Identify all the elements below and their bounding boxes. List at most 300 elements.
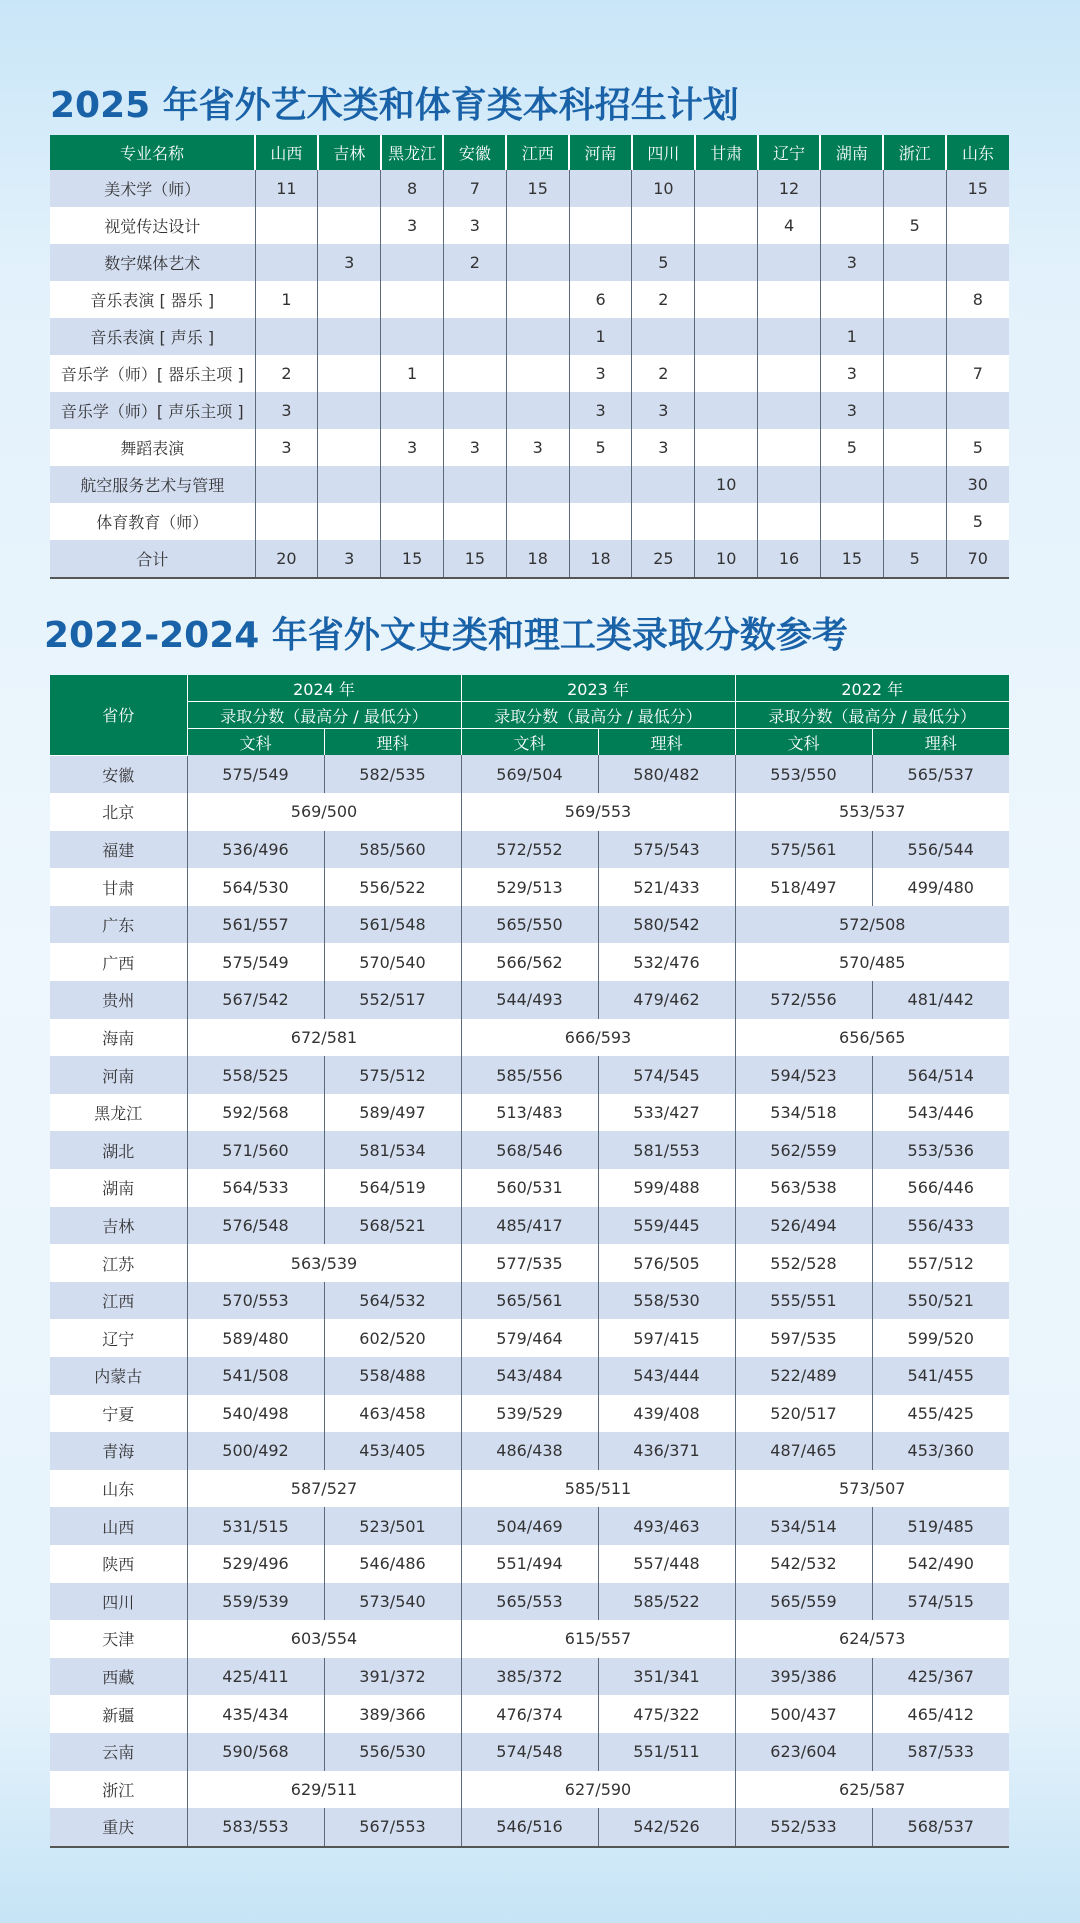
table-row (50, 392, 1009, 429)
score-cell: 623/604 (735, 1733, 872, 1771)
quota-cell (443, 355, 506, 392)
score-cell: 564/530 (187, 868, 324, 906)
quota-cell (381, 466, 444, 503)
score-cell: 389/366 (324, 1695, 461, 1733)
table-row (50, 1733, 1009, 1771)
province-header: 浙江 (883, 135, 946, 170)
plan-title: 2025 年省外艺术类和体育类本科招生计划 (50, 85, 739, 126)
year-header: 2022 年 (735, 675, 1009, 702)
quota-cell: 3 (443, 429, 506, 466)
province-cell: 天津 (50, 1620, 187, 1658)
quota-cell (318, 318, 381, 355)
table-row (50, 1507, 1009, 1545)
score-cell: 585/522 (598, 1583, 735, 1621)
quota-cell (946, 392, 1009, 429)
score-cell: 453/405 (324, 1432, 461, 1470)
province-header: 山东 (946, 135, 1009, 170)
score-cell: 425/411 (187, 1658, 324, 1696)
province-cell: 辽宁 (50, 1319, 187, 1357)
quota-cell (946, 244, 1009, 281)
quota-cell (883, 170, 946, 207)
quota-cell: 30 (946, 466, 1009, 503)
score-cell: 500/492 (187, 1432, 324, 1470)
score-cell: 542/526 (598, 1808, 735, 1847)
score-cell: 567/553 (324, 1808, 461, 1847)
quota-cell (758, 429, 821, 466)
quota-cell (318, 429, 381, 466)
quota-cell: 1 (255, 281, 318, 318)
score-cell: 575/549 (187, 943, 324, 981)
score-cell: 566/446 (872, 1169, 1009, 1207)
quota-cell: 1 (569, 318, 632, 355)
score-cell: 552/533 (735, 1808, 872, 1847)
score-cell: 539/529 (461, 1395, 598, 1433)
wen-header: 文科 (461, 729, 598, 756)
score-cell: 558/488 (324, 1357, 461, 1395)
province-cell: 重庆 (50, 1808, 187, 1847)
score-cell: 583/553 (187, 1808, 324, 1847)
score-cell: 585/560 (324, 831, 461, 869)
quota-cell: 3 (820, 355, 883, 392)
quota-cell: 7 (946, 355, 1009, 392)
quota-cell: 3 (569, 355, 632, 392)
plan-table (50, 135, 1009, 579)
quota-cell: 12 (758, 170, 821, 207)
score-cell: 526/494 (735, 1207, 872, 1245)
score-cell: 576/548 (187, 1207, 324, 1245)
quota-cell: 10 (632, 170, 695, 207)
table-row (50, 466, 1009, 503)
quota-cell (695, 318, 758, 355)
score-cell: 486/438 (461, 1432, 598, 1470)
quota-cell: 4 (758, 207, 821, 244)
quota-cell (695, 503, 758, 540)
score-cell: 546/516 (461, 1808, 598, 1847)
quota-cell (569, 207, 632, 244)
quota-cell (255, 466, 318, 503)
score-cell: 556/522 (324, 868, 461, 906)
score-cell-combined: 569/500 (187, 793, 461, 831)
table-row (50, 831, 1009, 869)
score-cell: 385/372 (461, 1658, 598, 1696)
score-cell: 564/532 (324, 1282, 461, 1320)
province-cell: 广东 (50, 906, 187, 944)
quota-cell: 3 (318, 540, 381, 578)
score-cell: 594/523 (735, 1056, 872, 1094)
table-row (50, 1583, 1009, 1621)
score-cell: 557/512 (872, 1244, 1009, 1282)
quota-cell (381, 392, 444, 429)
province-cell: 河南 (50, 1056, 187, 1094)
province-header: 山西 (255, 135, 318, 170)
score-cell-combined: 656/565 (735, 1019, 1009, 1057)
quota-cell (569, 503, 632, 540)
quota-cell (506, 503, 569, 540)
quota-cell (695, 244, 758, 281)
quota-cell: 5 (883, 207, 946, 244)
province-cell: 四川 (50, 1583, 187, 1621)
score-cell: 581/534 (324, 1131, 461, 1169)
score-cell: 455/425 (872, 1395, 1009, 1433)
score-cell: 351/341 (598, 1658, 735, 1696)
table-row (50, 1244, 1009, 1282)
quota-cell (318, 503, 381, 540)
quota-cell (695, 207, 758, 244)
li-header: 理科 (324, 729, 461, 756)
score-cell: 520/517 (735, 1395, 872, 1433)
score-cell: 436/371 (598, 1432, 735, 1470)
score-cell-combined: 629/511 (187, 1771, 461, 1809)
table-row (50, 540, 1009, 578)
quota-cell (632, 466, 695, 503)
table-row (50, 1808, 1009, 1847)
province-header: 江西 (506, 135, 569, 170)
score-cell-combined: 572/508 (735, 906, 1009, 944)
scores-title: 2022-2024 年省外文史类和理工类录取分数参考 (44, 615, 848, 656)
province-header: 吉林 (318, 135, 381, 170)
score-cell: 542/532 (735, 1545, 872, 1583)
score-cell: 529/513 (461, 868, 598, 906)
quota-cell: 15 (381, 540, 444, 578)
quota-cell: 2 (632, 355, 695, 392)
score-cell: 481/442 (872, 981, 1009, 1019)
score-cell: 542/490 (872, 1545, 1009, 1583)
quota-cell: 2 (255, 355, 318, 392)
quota-cell: 18 (569, 540, 632, 578)
score-cell: 541/455 (872, 1357, 1009, 1395)
score-cell: 504/469 (461, 1507, 598, 1545)
score-cell: 557/448 (598, 1545, 735, 1583)
quota-cell: 10 (695, 540, 758, 578)
score-cell: 553/536 (872, 1131, 1009, 1169)
score-cell: 534/518 (735, 1094, 872, 1132)
score-cell: 500/437 (735, 1695, 872, 1733)
score-cell: 568/537 (872, 1808, 1009, 1847)
quota-cell (758, 392, 821, 429)
score-cell: 556/530 (324, 1733, 461, 1771)
quota-cell (883, 318, 946, 355)
quota-cell: 5 (569, 429, 632, 466)
score-cell: 589/480 (187, 1319, 324, 1357)
score-cell: 551/511 (598, 1733, 735, 1771)
province-header: 省份 (50, 675, 187, 755)
plan-header-row (50, 135, 1009, 170)
score-cell: 580/482 (598, 755, 735, 793)
score-cell: 521/433 (598, 868, 735, 906)
score-cell: 561/557 (187, 906, 324, 944)
province-cell: 甘肃 (50, 868, 187, 906)
quota-cell (506, 355, 569, 392)
province-cell: 内蒙古 (50, 1357, 187, 1395)
quota-cell (318, 355, 381, 392)
score-cell-combined: 553/537 (735, 793, 1009, 831)
table-row (50, 318, 1009, 355)
quota-cell (318, 207, 381, 244)
li-header: 理科 (872, 729, 1009, 756)
score-cell: 571/560 (187, 1131, 324, 1169)
score-cell-combined: 666/593 (461, 1019, 735, 1057)
quota-cell (569, 466, 632, 503)
score-cell: 552/528 (735, 1244, 872, 1282)
major-name-cell: 体育教育（师） (50, 503, 255, 540)
province-cell: 海南 (50, 1019, 187, 1057)
province-cell: 宁夏 (50, 1395, 187, 1433)
score-cell: 579/464 (461, 1319, 598, 1357)
quota-cell: 15 (946, 170, 1009, 207)
table-row (50, 1771, 1009, 1809)
score-cell: 543/446 (872, 1094, 1009, 1132)
quota-cell (883, 244, 946, 281)
score-cell-combined: 569/553 (461, 793, 735, 831)
quota-cell (758, 503, 821, 540)
major-name-cell: 航空服务艺术与管理 (50, 466, 255, 503)
quota-cell (695, 355, 758, 392)
quota-cell (443, 392, 506, 429)
quota-cell (758, 355, 821, 392)
quota-cell (820, 207, 883, 244)
table-row (50, 1019, 1009, 1057)
major-name-cell: 美术学（师） (50, 170, 255, 207)
quota-cell (883, 355, 946, 392)
table-row (50, 244, 1009, 281)
score-cell: 581/553 (598, 1131, 735, 1169)
quota-cell (883, 466, 946, 503)
score-cell: 519/485 (872, 1507, 1009, 1545)
score-cell: 570/540 (324, 943, 461, 981)
quota-cell (318, 281, 381, 318)
score-cell: 562/559 (735, 1131, 872, 1169)
score-cell: 568/521 (324, 1207, 461, 1245)
quota-cell (820, 466, 883, 503)
score-cell: 487/465 (735, 1432, 872, 1470)
quota-cell (758, 318, 821, 355)
score-cell: 558/525 (187, 1056, 324, 1094)
province-cell: 新疆 (50, 1695, 187, 1733)
province-cell: 浙江 (50, 1771, 187, 1809)
quota-cell: 15 (443, 540, 506, 578)
table-row (50, 1695, 1009, 1733)
quota-cell (820, 281, 883, 318)
score-cell: 556/544 (872, 831, 1009, 869)
quota-cell (695, 170, 758, 207)
quota-cell (506, 318, 569, 355)
table-row (50, 906, 1009, 944)
quota-cell: 5 (883, 540, 946, 578)
major-name-header: 专业名称 (50, 135, 255, 170)
quota-cell (381, 318, 444, 355)
major-name-cell: 舞蹈表演 (50, 429, 255, 466)
quota-cell: 3 (632, 392, 695, 429)
score-cell: 453/360 (872, 1432, 1009, 1470)
score-cell: 556/433 (872, 1207, 1009, 1245)
score-cell: 543/484 (461, 1357, 598, 1395)
score-cell: 529/496 (187, 1545, 324, 1583)
score-cell-combined: 570/485 (735, 943, 1009, 981)
score-cell: 435/434 (187, 1695, 324, 1733)
major-name-cell: 音乐学（师）[ 器乐主项 ] (50, 355, 255, 392)
province-cell: 广西 (50, 943, 187, 981)
wen-header: 文科 (735, 729, 872, 756)
province-header: 安徽 (443, 135, 506, 170)
major-name-cell: 音乐学（师）[ 声乐主项 ] (50, 392, 255, 429)
table-row (50, 1432, 1009, 1470)
quota-cell (632, 318, 695, 355)
quota-cell: 5 (820, 429, 883, 466)
province-cell: 安徽 (50, 755, 187, 793)
quota-cell: 3 (255, 392, 318, 429)
score-cell: 590/568 (187, 1733, 324, 1771)
quota-cell: 3 (820, 244, 883, 281)
score-label-header: 录取分数（最高分 / 最低分） (735, 702, 1009, 729)
score-cell: 573/540 (324, 1583, 461, 1621)
score-cell: 599/520 (872, 1319, 1009, 1357)
score-cell: 574/515 (872, 1583, 1009, 1621)
table-row (50, 1357, 1009, 1395)
score-cell: 563/538 (735, 1169, 872, 1207)
province-cell: 贵州 (50, 981, 187, 1019)
score-cell: 439/408 (598, 1395, 735, 1433)
li-header: 理科 (598, 729, 735, 756)
score-cell: 523/501 (324, 1507, 461, 1545)
score-cell-combined: 603/554 (187, 1620, 461, 1658)
province-header: 辽宁 (758, 135, 821, 170)
quota-cell: 20 (255, 540, 318, 578)
score-cell: 570/553 (187, 1282, 324, 1320)
score-cell: 574/545 (598, 1056, 735, 1094)
table-row (50, 355, 1009, 392)
quota-cell: 7 (443, 170, 506, 207)
quota-cell (758, 281, 821, 318)
quota-cell (318, 170, 381, 207)
score-cell: 564/533 (187, 1169, 324, 1207)
table-row (50, 1169, 1009, 1207)
table-row (50, 1620, 1009, 1658)
quota-cell (946, 207, 1009, 244)
score-cell: 565/559 (735, 1583, 872, 1621)
score-cell: 555/551 (735, 1282, 872, 1320)
table-row (50, 503, 1009, 540)
score-cell: 559/445 (598, 1207, 735, 1245)
score-cell: 576/505 (598, 1244, 735, 1282)
score-cell-combined: 625/587 (735, 1771, 1009, 1809)
quota-cell (506, 281, 569, 318)
table-row (50, 1056, 1009, 1094)
quota-cell: 8 (946, 281, 1009, 318)
table-row (50, 868, 1009, 906)
score-cell: 522/489 (735, 1357, 872, 1395)
quota-cell: 18 (506, 540, 569, 578)
score-cell: 541/508 (187, 1357, 324, 1395)
score-cell: 574/548 (461, 1733, 598, 1771)
score-cell-combined: 573/507 (735, 1470, 1009, 1508)
province-header: 湖南 (820, 135, 883, 170)
quota-cell (758, 244, 821, 281)
province-cell: 云南 (50, 1733, 187, 1771)
quota-cell (506, 466, 569, 503)
province-cell: 江苏 (50, 1244, 187, 1282)
quota-cell (255, 244, 318, 281)
score-cell: 425/367 (872, 1658, 1009, 1696)
score-cell: 552/517 (324, 981, 461, 1019)
major-name-cell: 音乐表演 [ 器乐 ] (50, 281, 255, 318)
score-cell: 544/493 (461, 981, 598, 1019)
score-cell: 564/514 (872, 1056, 1009, 1094)
quota-cell (255, 207, 318, 244)
table-row (50, 207, 1009, 244)
quota-cell: 25 (632, 540, 695, 578)
province-header: 河南 (569, 135, 632, 170)
table-row (50, 429, 1009, 466)
quota-cell: 3 (506, 429, 569, 466)
table-row (50, 1282, 1009, 1320)
table-row (50, 1658, 1009, 1696)
quota-cell (632, 207, 695, 244)
table-row (50, 1131, 1009, 1169)
score-cell: 533/427 (598, 1094, 735, 1132)
score-cell: 540/498 (187, 1395, 324, 1433)
quota-cell (695, 429, 758, 466)
score-cell: 572/552 (461, 831, 598, 869)
quota-cell: 3 (443, 207, 506, 244)
score-cell: 564/519 (324, 1169, 461, 1207)
quota-cell (695, 392, 758, 429)
score-cell: 463/458 (324, 1395, 461, 1433)
score-cell: 599/488 (598, 1169, 735, 1207)
score-cell-combined: 615/557 (461, 1620, 735, 1658)
score-cell: 551/494 (461, 1545, 598, 1583)
table-row (50, 1319, 1009, 1357)
quota-cell (318, 466, 381, 503)
quota-cell: 3 (381, 429, 444, 466)
scores-header-row (50, 729, 1009, 756)
score-cell: 561/548 (324, 906, 461, 944)
table-row (50, 1395, 1009, 1433)
score-cell: 572/556 (735, 981, 872, 1019)
province-cell: 黑龙江 (50, 1094, 187, 1132)
quota-cell: 3 (632, 429, 695, 466)
province-header: 四川 (632, 135, 695, 170)
major-name-cell: 合计 (50, 540, 255, 578)
quota-cell (883, 281, 946, 318)
province-cell: 山东 (50, 1470, 187, 1508)
score-cell: 589/497 (324, 1094, 461, 1132)
scores-table (50, 675, 1009, 1848)
score-cell: 575/561 (735, 831, 872, 869)
major-name-cell: 数字媒体艺术 (50, 244, 255, 281)
quota-cell (255, 503, 318, 540)
quota-cell: 8 (381, 170, 444, 207)
quota-cell (255, 318, 318, 355)
quota-cell: 3 (381, 207, 444, 244)
table-row (50, 981, 1009, 1019)
quota-cell (381, 281, 444, 318)
province-header: 黑龙江 (381, 135, 444, 170)
quota-cell: 3 (820, 392, 883, 429)
quota-cell (443, 281, 506, 318)
score-cell-combined: 627/590 (461, 1771, 735, 1809)
province-cell: 吉林 (50, 1207, 187, 1245)
score-cell: 575/549 (187, 755, 324, 793)
score-cell: 513/483 (461, 1094, 598, 1132)
score-cell: 543/444 (598, 1357, 735, 1395)
score-cell: 391/372 (324, 1658, 461, 1696)
quota-cell (695, 281, 758, 318)
province-cell: 山西 (50, 1507, 187, 1545)
score-cell: 475/322 (598, 1695, 735, 1733)
table-row (50, 1470, 1009, 1508)
score-cell: 565/537 (872, 755, 1009, 793)
score-cell: 565/553 (461, 1583, 598, 1621)
